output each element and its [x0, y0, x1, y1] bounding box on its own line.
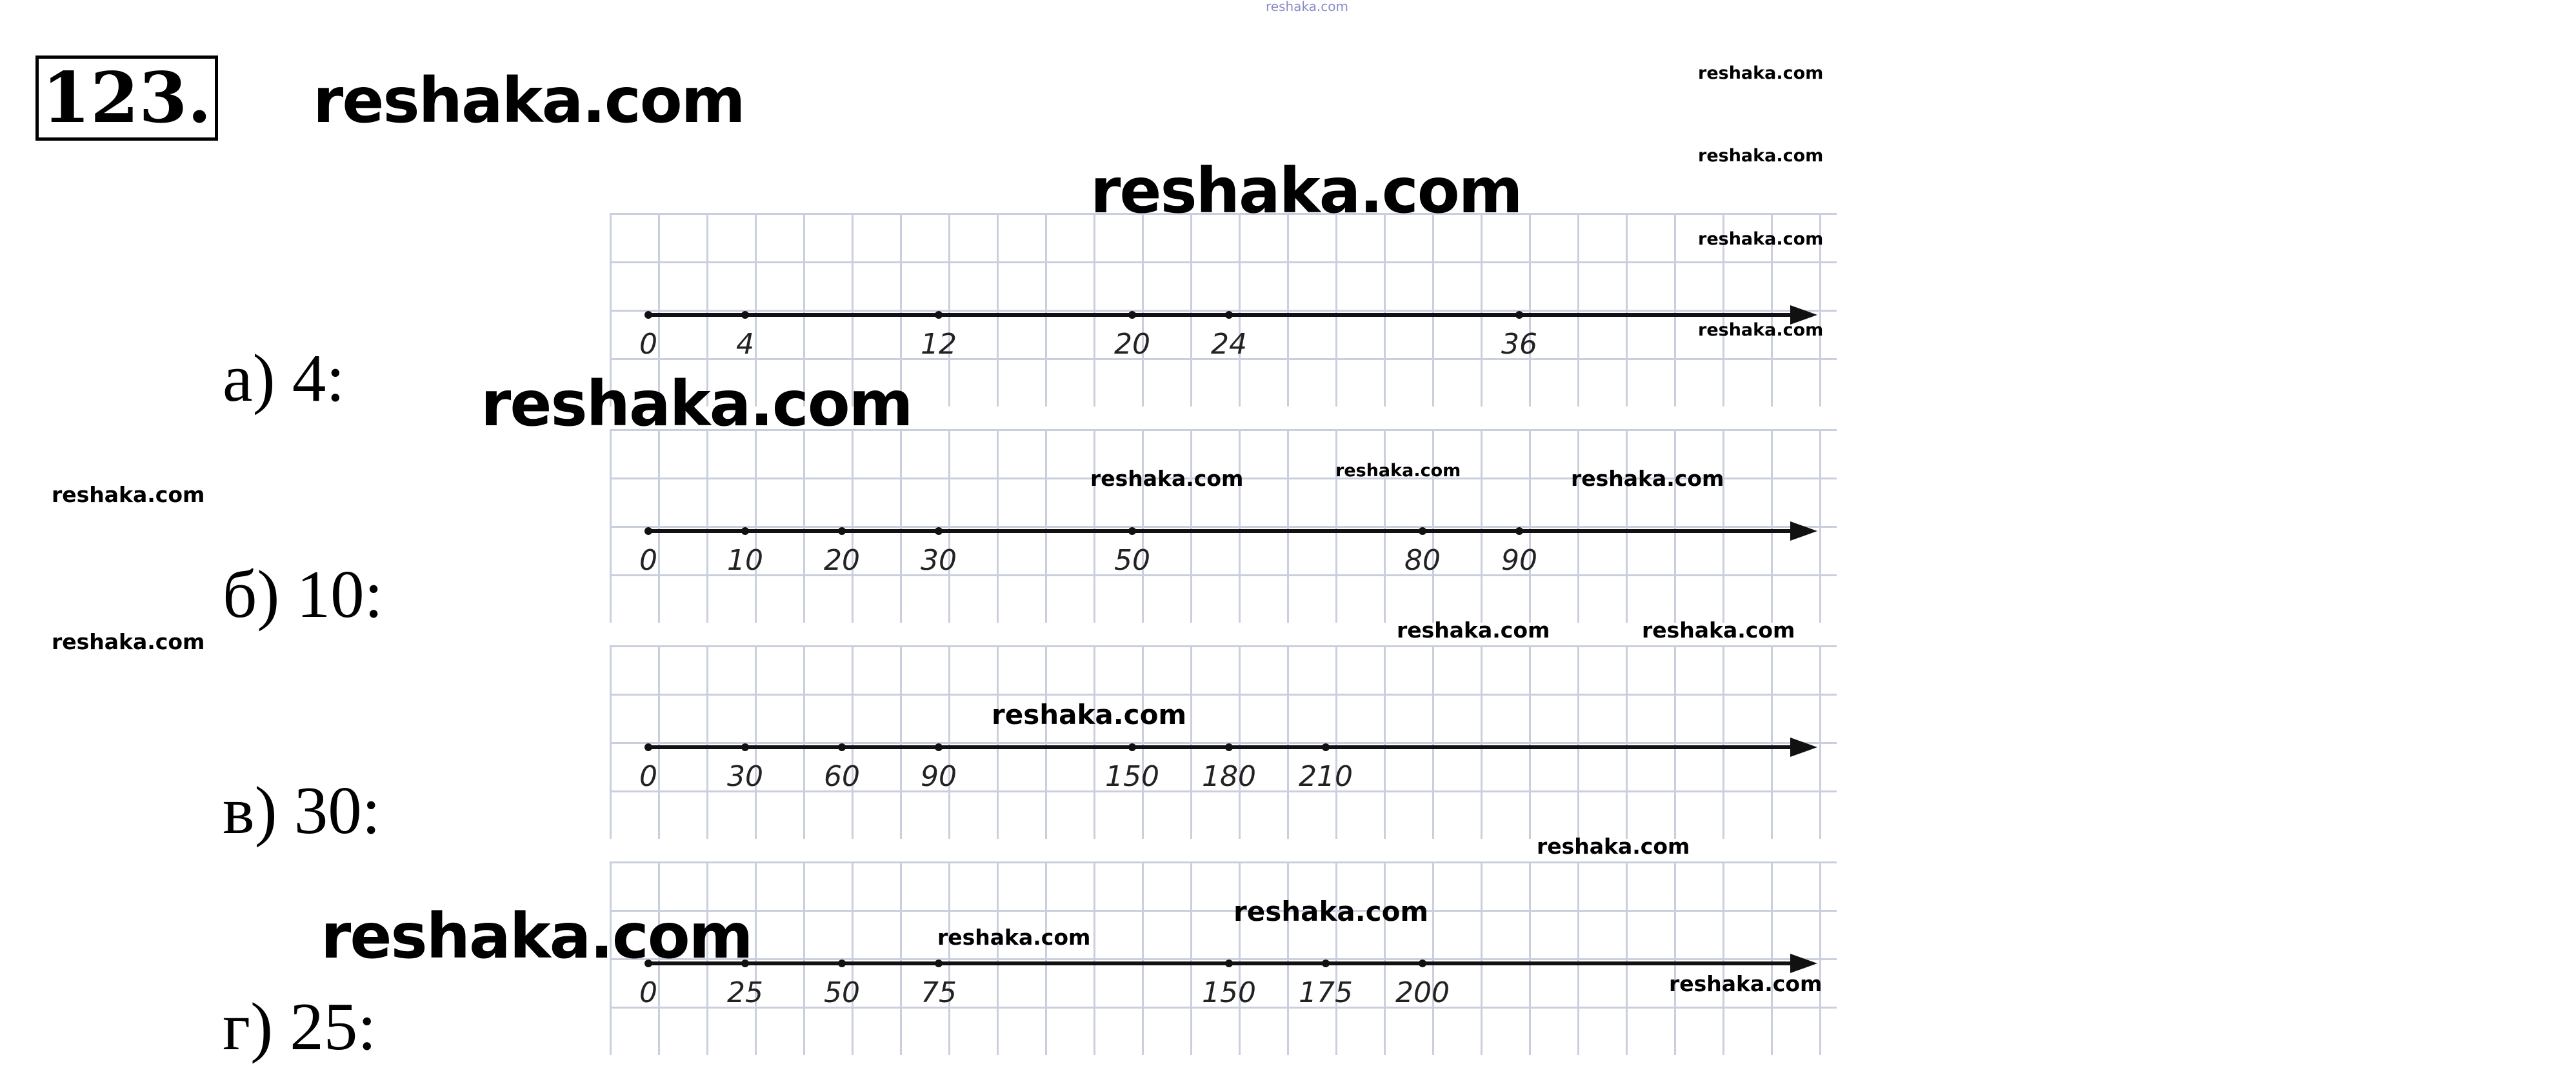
- number-line-axis: [645, 313, 1800, 317]
- watermark-medium: reshaka.com: [1669, 971, 1822, 996]
- tick-label: 80: [1404, 544, 1441, 577]
- arrow-head-icon: [1790, 738, 1817, 757]
- grid-b: [610, 429, 1837, 623]
- tick-mark: [1515, 311, 1523, 319]
- watermark-medium: reshaka.com: [937, 925, 1091, 950]
- tick-mark: [1128, 527, 1136, 535]
- problem-number: 123.: [35, 55, 218, 141]
- watermark-medium: reshaka.com: [1397, 618, 1550, 643]
- watermark-medium: reshaka.com: [1090, 466, 1244, 491]
- tick-mark: [741, 527, 749, 535]
- tick-label: 0: [639, 544, 657, 577]
- tick-label: 4: [736, 328, 754, 361]
- tick-label: 0: [639, 976, 657, 1009]
- watermark-small: reshaka.com: [1698, 146, 1824, 166]
- watermark-small: reshaka.com: [1698, 229, 1824, 249]
- tick-mark: [1322, 743, 1330, 751]
- tick-mark: [1225, 311, 1233, 319]
- tick-label: 175: [1299, 976, 1353, 1009]
- part-label-d: г) 25:: [223, 989, 377, 1064]
- watermark-medium: reshaka.com: [1233, 896, 1429, 927]
- watermark-medium: reshaka.com: [1642, 618, 1795, 643]
- part-label-c: в) 30:: [223, 772, 381, 848]
- tick-label: 200: [1395, 976, 1450, 1009]
- number-line-axis: [645, 745, 1800, 749]
- top-watermark: reshaka.com: [1266, 0, 1348, 14]
- watermark-small: reshaka.com: [1698, 63, 1824, 83]
- grid-d: [610, 861, 1837, 1055]
- number-line-axis: [645, 961, 1800, 965]
- tick-label: 150: [1105, 760, 1159, 793]
- tick-label: 75: [921, 976, 957, 1009]
- tick-mark: [838, 743, 846, 751]
- watermark-medium: reshaka.com: [1571, 466, 1724, 491]
- tick-label: 60: [824, 760, 860, 793]
- tick-label: 180: [1202, 760, 1256, 793]
- tick-mark: [935, 311, 943, 319]
- tick-label: 50: [824, 976, 860, 1009]
- tick-label: 210: [1299, 760, 1353, 793]
- tick-mark: [1419, 527, 1426, 535]
- tick-mark: [644, 743, 652, 751]
- tick-mark: [935, 960, 943, 967]
- tick-label: 90: [1501, 544, 1537, 577]
- tick-label: 36: [1501, 328, 1537, 361]
- tick-mark: [1322, 960, 1330, 967]
- arrow-head-icon: [1790, 521, 1817, 541]
- watermark-large: reshaka.com: [321, 900, 752, 972]
- tick-label: 90: [921, 760, 957, 793]
- tick-mark: [644, 311, 652, 319]
- tick-label: 25: [727, 976, 763, 1009]
- tick-mark: [1128, 311, 1136, 319]
- tick-label: 12: [921, 328, 957, 361]
- watermark-large: reshaka.com: [313, 65, 744, 137]
- tick-mark: [1419, 960, 1426, 967]
- watermark-medium: reshaka.com: [52, 629, 205, 654]
- tick-label: 0: [639, 328, 657, 361]
- watermark-large: reshaka.com: [481, 368, 912, 440]
- watermark-medium: reshaka.com: [52, 482, 205, 507]
- tick-mark: [741, 311, 749, 319]
- tick-mark: [1128, 743, 1136, 751]
- tick-mark: [935, 527, 943, 535]
- watermark-medium: reshaka.com: [992, 699, 1187, 730]
- tick-mark: [935, 743, 943, 751]
- tick-label: 10: [727, 544, 763, 577]
- part-label-b: б) 10:: [223, 556, 383, 632]
- tick-mark: [1225, 960, 1233, 967]
- tick-label: 30: [727, 760, 763, 793]
- tick-mark: [1225, 743, 1233, 751]
- watermark-small: reshaka.com: [1335, 461, 1461, 481]
- tick-label: 20: [824, 544, 860, 577]
- tick-mark: [644, 527, 652, 535]
- tick-label: 150: [1202, 976, 1256, 1009]
- tick-label: 20: [1114, 328, 1150, 361]
- grid-c: [610, 645, 1837, 839]
- tick-mark: [838, 527, 846, 535]
- tick-mark: [1515, 527, 1523, 535]
- tick-label: 24: [1211, 328, 1247, 361]
- tick-label: 0: [639, 760, 657, 793]
- watermark-medium: reshaka.com: [1537, 834, 1690, 859]
- part-label-a: а) 4:: [223, 340, 345, 416]
- arrow-head-icon: [1790, 954, 1817, 973]
- tick-mark: [741, 743, 749, 751]
- number-line-axis: [645, 529, 1800, 533]
- watermark-large: reshaka.com: [1090, 155, 1522, 227]
- tick-mark: [838, 960, 846, 967]
- tick-label: 30: [921, 544, 957, 577]
- tick-label: 50: [1114, 544, 1150, 577]
- watermark-small: reshaka.com: [1698, 320, 1824, 340]
